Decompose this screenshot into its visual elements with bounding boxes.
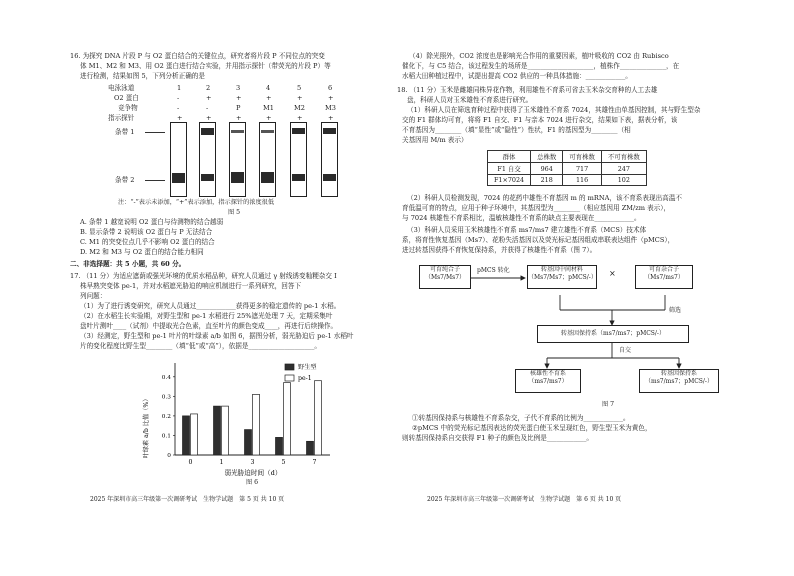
f1-table [487, 150, 647, 186]
chart-bar-pe-1 [253, 394, 260, 455]
gel-band [231, 130, 244, 133]
chart-y-tick-label: 0.3 [161, 394, 171, 401]
q18b-line2: 育低温可育的特点，应用于种子环境中，其基因型为________（相应基因用 ZM/zm 表示）， [402, 204, 671, 212]
gel-lane-4 [259, 122, 276, 197]
gel-band [201, 174, 214, 181]
maintainer-out-label: 转基因保持系 [660, 370, 697, 377]
probe-value: + [266, 114, 272, 122]
gel-lane-6 [321, 122, 338, 197]
table-row [488, 163, 647, 175]
parent2-label: 可育杂合子 [648, 266, 679, 273]
chart-x-tick-label: 0 [188, 459, 193, 466]
chart-bars [183, 381, 322, 455]
chart-legend [285, 363, 317, 382]
probe-value: + [328, 114, 334, 122]
gel-lane-3 [229, 122, 246, 197]
q17-cont-line3: 水稻大田种植过程中，试提出提高 CO2 供应的一种具体措施：____________。 [402, 72, 632, 80]
fig5-caption: 图 5 [228, 209, 241, 216]
q18c-line2: ②pMCS 中的荧光标记基因表达的荧光蛋白使玉米呈现红色，野生型玉米为黄色， [412, 424, 652, 432]
q17-line4: （1）为了进行诱变研究，研究人员通过____________获得更多的稳定遗传的 pe-1 水稻。 [80, 302, 341, 310]
competitor-value: M3 [325, 104, 336, 112]
section2-heading: 二、非选择题：共 5 小题，共 60 分。 [70, 260, 186, 268]
o2-value: + [328, 94, 334, 102]
competitor-value: - [177, 104, 180, 112]
table-cell: F1×7024 [488, 175, 531, 186]
gel-o2-row-label: O2 蛋白 [114, 94, 139, 102]
probe-value: + [297, 114, 303, 122]
table-header-cell: 群体 [488, 151, 531, 163]
q18b-line6: 进过转基因获得不育恢复保持系，并获得了核雄性不育系（图 7）。 [402, 246, 597, 254]
gel-lane-header: 电泳泳道 [108, 84, 135, 92]
competitor-value: M2 [294, 104, 305, 112]
band1-pointer [145, 132, 165, 133]
q17-line2: 株早熟突变体 pe-1，并对水稻遮光胁迫的响应机制进行一系列研究，回答下 [80, 282, 302, 290]
q18-line5: 不育基因为________（填“显性”或“隐性”）性状，F1 的基因型为________（相 [402, 126, 631, 134]
parent2-genotype: （Ms7/ms7） [644, 274, 684, 281]
o2-value: + [297, 94, 303, 102]
cross-symbol: × [609, 269, 616, 278]
maintainer-out-box [639, 369, 719, 393]
q17-line8: 片的变化程度比野生型________（填“低”或“高”），依据是____________________。 [80, 342, 321, 350]
q17-cont-line1: （4）除光照外，CO2 浓度也是影响光合作用的重要因素，植叶吸收的 CO2 由 Rubisco [409, 52, 669, 60]
gel-lane-1 [170, 122, 187, 197]
legend-swatch [285, 364, 294, 370]
table-cell: 964 [531, 163, 563, 175]
band2-pointer [145, 180, 165, 181]
chart-bar-wild-type [214, 406, 221, 455]
gel-band [292, 128, 305, 134]
q16-option-b: B. 显示条带 2 说明该 O2 蛋白与 P 无法结合 [80, 228, 213, 236]
maintainer-label: 转基因保持系（ms7/ms7；pMCS/-） [561, 330, 665, 337]
chart-bar-pe-1 [315, 381, 322, 455]
chart-y-tick-label: 0.2 [161, 413, 171, 420]
chart-x-tick-label: 3 [250, 459, 255, 466]
q17-line5: （2）在水稻生长实验期，对野生型和 pe-1 水稻进行 25%遮光处理 7 天，定期采集叶 [80, 312, 333, 320]
q18b-line3: 与 7024 核雄性不育系相比，温敏核雄性不育系的缺点主要表现在____________。 [402, 214, 641, 222]
sterile-line-label: 核雄性不育系 [529, 370, 566, 377]
gel-note: 注：“-”表示未添加，“+”表示添加，指示探针的浓度很低 [118, 199, 275, 206]
maintainer-out-genotype: （ms7/ms7；pMCS/-） [645, 378, 713, 385]
maintainer-box [537, 325, 689, 343]
band2-label: 条带 2 [115, 176, 135, 184]
table-header-row [488, 151, 647, 163]
o2-value: + [266, 94, 272, 102]
table-cell: 717 [563, 163, 602, 175]
gel-band [261, 130, 274, 133]
gel-comp-row-label: 竞争物 [118, 104, 138, 112]
left-footer: 2025 年深圳市高三年级第一次调研考试 生物学试题 第 5 页 共 10 页 [90, 496, 285, 503]
legend-label: pe-1 [298, 375, 312, 382]
parent2-box [635, 265, 693, 289]
q16-option-d: D. M2 和 M3 与 O2 蛋白的结合能力相同 [80, 248, 204, 256]
lane-number: 4 [266, 84, 271, 92]
gel-band [323, 174, 336, 181]
gel-band [323, 128, 336, 134]
q18-line6: 关基因用 M/m 表示） [402, 136, 468, 144]
table-row [488, 175, 647, 186]
gel-band [261, 172, 274, 183]
chart-y-tick-label: 0.4 [161, 374, 171, 381]
q16-stem-line3: 进行检测，结果如图 5，下列分析正确的是 [80, 72, 205, 80]
transgenic-intermediate-box [527, 265, 597, 289]
gel-band [201, 128, 214, 135]
q16-stem-line1: 16. 为探究 DNA 片段 P 与 O2 蛋白结合的关键位点，研究者将片段 P 不同位点的突变 [70, 52, 325, 60]
chart-y-tick-label: 0 [167, 453, 171, 459]
q18b-line5: 系，将育性恢复基因（Ms7）、花粉失活基因以及荧光标记基因组成串联表达组件（pMCS）， [402, 236, 675, 244]
table-header-cell: 不可育株数 [601, 151, 646, 163]
q18c-line3: 则转基因保持系自交获得 F1 种子的颜色及比例是____________。 [402, 434, 593, 442]
q18-line2: 盘，科研人员对玉米雄性不育系进行研究。 [407, 96, 533, 104]
probe-value: + [177, 114, 183, 122]
chart-bar-pe-1 [191, 414, 198, 455]
lane-number: 6 [328, 84, 333, 92]
q18-line4: 交的 F1 群体均可育，将将 F1 自交、F1 与亲本 7024 进行杂交，结果如下表，据表分析，该 [402, 116, 678, 124]
q16-option-c: C. M1 的突变位点几乎不影响 O2 蛋白的结合 [80, 238, 215, 246]
fig6-bar-chart [135, 355, 370, 490]
q17-line3: 列问题： [80, 292, 107, 300]
right-footer: 2025 年深圳市高三年级第一次调研考试 生物学试题 第 6 页 共 10 页 [427, 496, 622, 503]
competitor-value: - [206, 104, 209, 112]
fig7-caption: 图 7 [602, 401, 615, 408]
chart-bar-wild-type [245, 430, 252, 455]
q17-line6: 盘叶片测叶____（试剂）中提取光合色素，直至叶片的颜色变成____，再进行后续操作。 [80, 322, 338, 330]
competitor-value: M1 [263, 104, 274, 112]
q18-line3: （1）科研人员在筛选育种过程中获得了玉米雄性不育系 7024，其雄性由单基因控制，其与野生型杂 [407, 106, 701, 114]
parent1-box [419, 265, 471, 289]
q16-stem-line2: 体 M1、M2 和 M3、用 O2 蛋白进行结合实验，并用指示探针（带荧光的片段 P）等 [80, 62, 331, 70]
table-header-cell: 可育株数 [563, 151, 602, 163]
gel-band [231, 172, 244, 183]
gel-lane-2 [199, 122, 216, 197]
transform-label: pMCS 转化 [477, 267, 510, 274]
chart-bar-pe-1 [284, 383, 291, 455]
chart-x-tick-label: 7 [312, 459, 317, 466]
transgenic-intermediate-genotype: （Ms7/Ms7；pMCS/-） [528, 274, 597, 281]
q17-cont-line2: 催化下，与 C5 结合，该过程发生的场所是____________________，植株作______________，在 [402, 62, 680, 70]
o2-value: - [177, 94, 180, 102]
band1-label: 条带 1 [115, 128, 135, 136]
gel-lane-5 [290, 122, 307, 197]
chart-y-axis-label: 叶绿素 a/b 比值（%） [143, 395, 150, 459]
q18b-line4: （3）科研人员采用玉米核雄性不育系 ms7/ms7 建立雄性不育系（MCS）技术体 [407, 226, 647, 234]
chart-y-tick-label: 0.1 [161, 433, 171, 440]
table-cell: 218 [531, 175, 563, 186]
transgenic-intermediate-label: 转基因中间材料 [540, 266, 583, 273]
q18-line1: 18. （11 分）玉米是雌雄同株异花作物，利用雄性不育系可省去玉米杂交育种的人工去雄 [397, 86, 658, 94]
q18b-line1: （2）科研人员检测发现，7024 的花药中雄性不育基因 m 的 mRNA，该不育系表现出高温不 [407, 194, 682, 202]
table-cell: 247 [601, 163, 646, 175]
chart-bar-wild-type [307, 441, 314, 455]
selfing-label: 自交 [619, 347, 632, 354]
probe-value: + [206, 114, 212, 122]
legend-swatch [285, 375, 294, 381]
fig6-caption: 图 6 [246, 479, 259, 486]
lane-number: 3 [236, 84, 241, 92]
table-cell: F1 自交 [488, 163, 531, 175]
o2-value: + [206, 94, 212, 102]
table-header-cell: 总株数 [531, 151, 563, 163]
competitor-value: P [236, 104, 241, 112]
lane-number: 5 [297, 84, 302, 92]
chart-x-tick-label: 5 [281, 459, 286, 466]
table-cell: 102 [601, 175, 646, 186]
chart-bar-wild-type [276, 437, 283, 455]
screen-label: 筛选 [669, 307, 682, 314]
lane-number: 1 [177, 84, 182, 92]
chart-x-tick-label: 1 [219, 459, 224, 466]
q18c-line1: ①转基因保持系与核雄性不育系杂交，子代不育系的比例为____________。 [412, 414, 630, 422]
legend-label: 野生型 [298, 364, 317, 371]
q17-line1: 17. （11 分）为适应遮荫或强光环境的优质水稻品种，研究人员通过 γ 射线诱变籼粳杂交 I [70, 272, 337, 280]
sterile-line-genotype: （ms7/ms7） [528, 378, 568, 385]
chart-bar-wild-type [183, 416, 190, 455]
sterile-line-box [515, 369, 581, 393]
gel-probe-row-label: 指示探针 [108, 114, 135, 122]
parent1-label: 可育纯合子 [429, 266, 460, 273]
gel-band [292, 174, 305, 181]
chart-x-axis-label: 弱光胁迫时间（d） [224, 469, 282, 477]
table-cell: 116 [563, 175, 602, 186]
parent1-genotype: （Ms7/Ms7） [424, 274, 466, 281]
right-page [397, 0, 794, 576]
gel-band [172, 173, 185, 183]
lane-number: 2 [206, 84, 211, 92]
o2-value: + [236, 94, 242, 102]
q16-option-a: A. 条带 1 越宽说明 O2 蛋白与待测物的结合越弱 [80, 218, 224, 226]
q17-line7: （3）经测定，野生型和 pe-1 叶片的叶绿素 a/b 如图 6，据图分析，弱光胁迫后 pe-1 水稻叶 [80, 332, 354, 340]
chart-bar-pe-1 [222, 406, 229, 455]
probe-value: + [236, 114, 242, 122]
